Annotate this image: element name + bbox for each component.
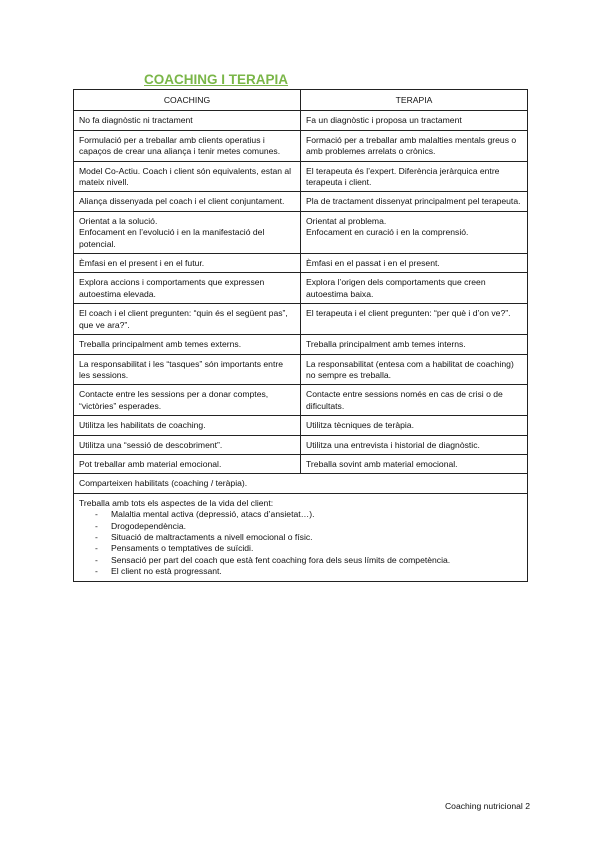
terapia-cell [301, 335, 528, 354]
terapia-cell [301, 254, 528, 273]
cell-text: La responsabilitat i les “tasques” són importants entre les sessions. [79, 358, 283, 380]
cell-text: Èmfasi en el passat i en el present. [306, 258, 440, 269]
table-row [74, 111, 528, 130]
cell-text: Model Co-Actiu. Coach i client són equivalents, estan al mateix nivell. [79, 165, 292, 188]
terapia-cell [301, 416, 528, 435]
cell-text: Utilitza una entrevista i historial de diagnòstic. [306, 439, 480, 450]
table-row [74, 273, 528, 304]
cell-text: Explora accions i comportaments que expressen autoestima elevada. [79, 277, 265, 299]
coaching-cell [74, 130, 301, 161]
table-row [74, 161, 528, 192]
conditions-intro: Treballa amb tots els aspectes de la vida del client: [79, 497, 274, 508]
coaching-cell [74, 192, 301, 211]
cell-text: Treballa principalment amb temes interns. [306, 339, 466, 350]
coaching-cell [74, 454, 301, 473]
terapia-cell [301, 435, 528, 454]
column-header-coaching: COACHING [74, 90, 301, 111]
terapia-cell [301, 304, 528, 335]
terapia-cell [301, 161, 528, 192]
list-item: - Pensaments o temptatives de suïcidi. [111, 543, 522, 554]
terapia-cell [301, 211, 528, 253]
cell-text: Enfocament en l’evolució i en la manifestació del potencial. [79, 227, 265, 249]
cell-text: Treballa principalment amb temes externs. [79, 339, 242, 350]
coaching-cell [74, 354, 301, 385]
list-item: - Situació de maltractaments a nivell emocional o físic. [111, 532, 522, 543]
list-item: - Sensació per part del coach que està fent coaching fora dels seus límits de competència. [111, 555, 522, 566]
cell-text: Orientat a la solució. [79, 215, 158, 226]
table-row [74, 454, 528, 473]
cell-text: Utilitza les habilitats de coaching. [79, 420, 206, 431]
coaching-cell [74, 111, 301, 130]
conditions-list [79, 509, 522, 577]
cell-text: La responsabilitat (entesa com a habilitat de coaching) no sempre es treballa. [306, 358, 514, 380]
table-row [74, 211, 528, 253]
comparison-table [73, 89, 528, 582]
coaching-cell [74, 254, 301, 273]
list-item: - Malaltia mental activa (depressió, atacs d’ansietat…). [111, 509, 522, 520]
page-footer: Coaching nutricional 2 [444, 801, 530, 811]
terapia-cell [301, 385, 528, 416]
terapia-cell [301, 454, 528, 473]
shared-cell: Comparteixen habilitats (coaching / teràpia). [74, 474, 528, 493]
table-row [74, 130, 528, 161]
cell-text: Fa un diagnòstic i proposa un tractament [306, 115, 462, 126]
table-row [74, 335, 528, 354]
header-row [74, 90, 528, 111]
table-row [74, 254, 528, 273]
coaching-cell [74, 211, 301, 253]
table-row [74, 385, 528, 416]
table-row [74, 416, 528, 435]
cell-text: Enfocament en curació i en la comprensió. [306, 227, 469, 238]
table-row [74, 354, 528, 385]
terapia-cell [301, 111, 528, 130]
terapia-cell [301, 354, 528, 385]
coaching-cell [74, 304, 301, 335]
table-row [74, 304, 528, 335]
conditions-cell [74, 493, 528, 581]
cell-text: Utilitza tècniques de teràpia. [306, 420, 414, 431]
table-body [74, 111, 528, 474]
cell-text: Treballa sovint amb material emocional. [306, 458, 458, 469]
coaching-cell [74, 385, 301, 416]
table-row [74, 435, 528, 454]
cell-text: Explora l’origen dels comportaments que creen autoestima baixa. [306, 277, 486, 299]
terapia-cell [301, 273, 528, 304]
cell-text: Utilitza una “sessió de descobriment”. [79, 439, 223, 450]
table-row [74, 192, 528, 211]
cell-text: Contacte entre sessions només en cas de crisi o de dificultats. [306, 389, 503, 411]
list-item: - El client no està progressant. [111, 566, 522, 577]
terapia-cell [301, 192, 528, 211]
cell-text: El terapeuta i el client pregunten: “per què i d’on ve?”. [306, 308, 511, 319]
cell-text: Aliança dissenyada pel coach i el client conjuntament. [79, 196, 285, 207]
cell-text: Pla de tractament dissenyat principalment pel terapeuta. [306, 196, 521, 207]
cell-text: Orientat al problema. [306, 215, 387, 226]
terapia-cell [301, 130, 528, 161]
column-header-terapia: TERAPIA [301, 90, 528, 111]
coaching-cell [74, 435, 301, 454]
cell-text: El coach i el client pregunten: “quin és el següent pas”, que ve ara?”. [79, 308, 288, 330]
cell-text: No fa diagnòstic ni tractament [79, 115, 193, 126]
conditions-row [74, 493, 528, 581]
cell-text: El terapeuta és l’expert. Diferència jeràrquica entre terapeuta i client. [306, 165, 500, 188]
coaching-cell [74, 335, 301, 354]
list-item: - Drogodependència. [111, 521, 522, 532]
cell-text: Èmfasi en el present i en el futur. [79, 258, 205, 269]
coaching-cell [74, 161, 301, 192]
cell-text: Pot treballar amb material emocional. [79, 458, 222, 469]
coaching-cell [74, 416, 301, 435]
cell-text: Contacte entre les sessions per a donar comptes, “victòries” esperades. [79, 389, 269, 411]
cell-text: Formulació per a treballar amb clients operatius i capaços de crear una aliança i tenir metes comunes. [79, 134, 281, 157]
cell-text: Formació per a treballar amb malalties mentals greus o amb problemes arrelats o crònics. [306, 134, 517, 157]
shared-row [74, 474, 528, 493]
coaching-cell [74, 273, 301, 304]
page-title: COACHING I TERAPIA [144, 72, 289, 87]
